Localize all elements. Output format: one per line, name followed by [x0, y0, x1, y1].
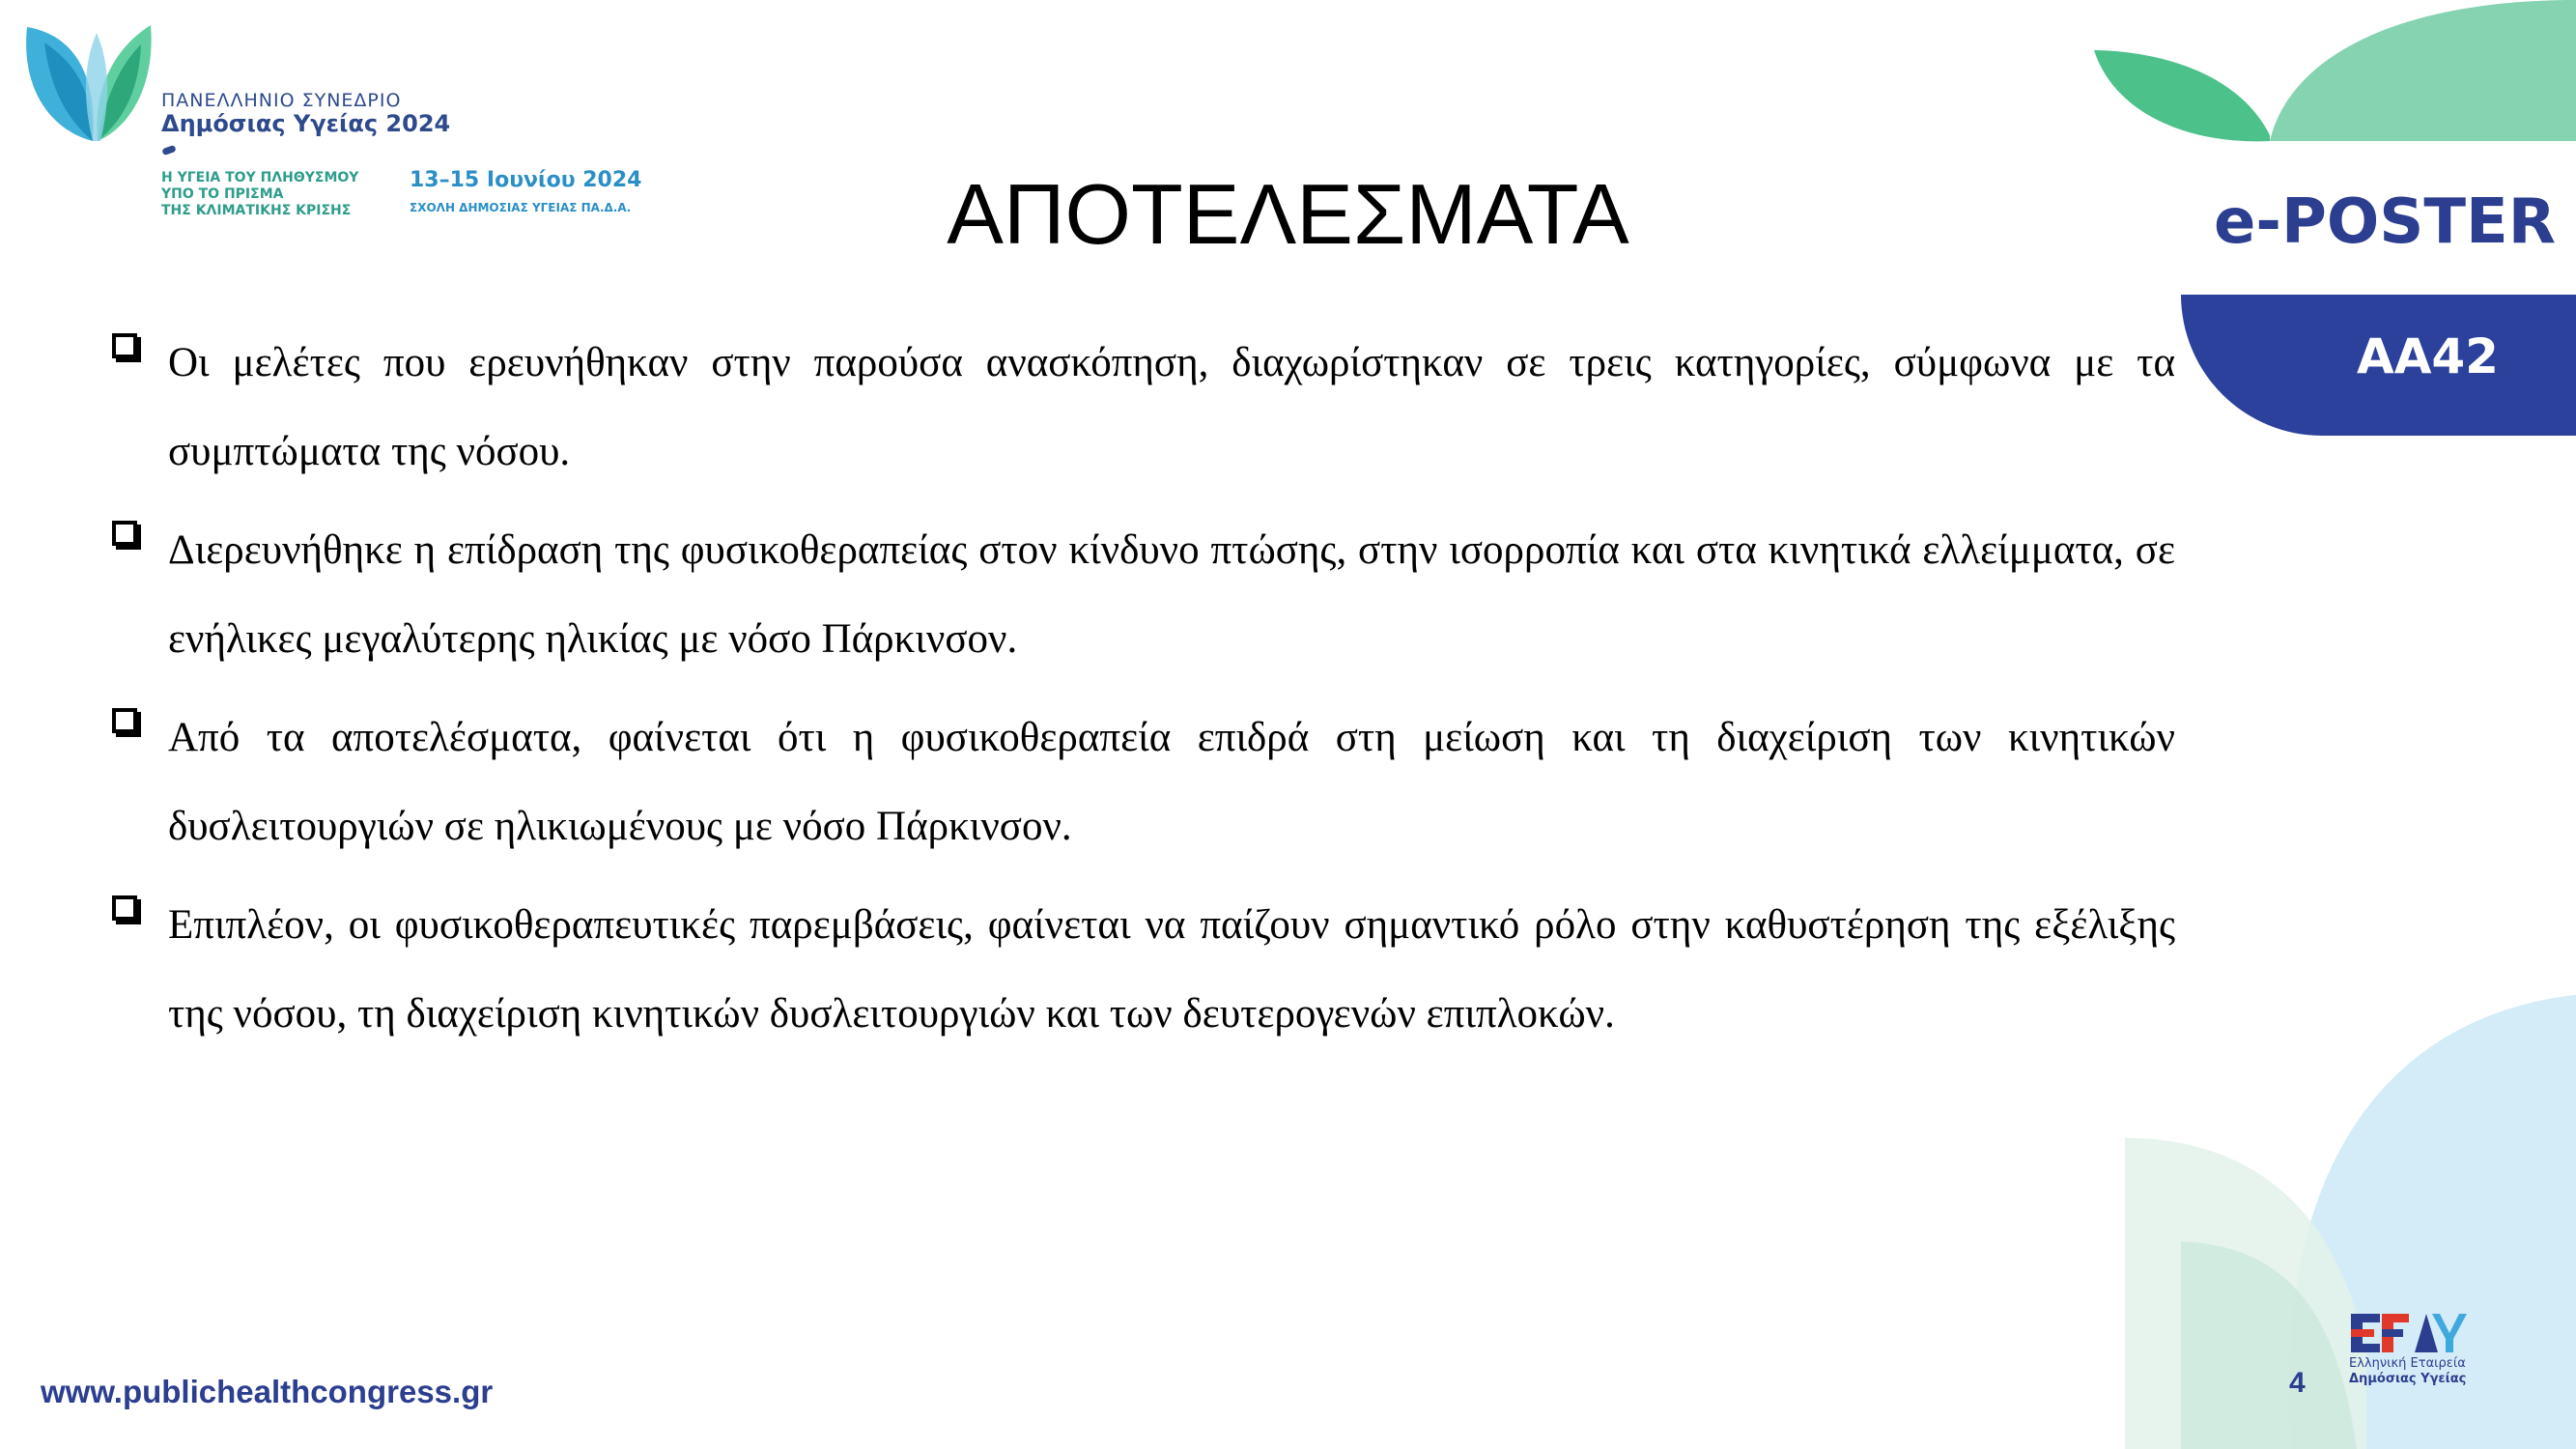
website-link[interactable]: www.publichealthcongress.gr: [41, 1374, 494, 1409]
page-title: ΑΠΟΤΕΛΕΣΜΑΤΑ: [947, 166, 1629, 262]
top-right-light-leaf: [2270, 0, 2576, 141]
page-number: 4: [2289, 1367, 2306, 1399]
bullet-text: Από τα αποτελέσματα, φαίνεται ότι η φυσικοθεραπεία επιδρά στη μείωση και τη διαχείριση των κινητικών δυσλειτουργιών σε ηλικιωμένους με νόσο Πάρκινσον.: [168, 715, 2175, 849]
list-item: [112, 319, 2175, 497]
top-right-green-leaf: [2094, 50, 2270, 141]
list-item: [112, 694, 2175, 871]
conference-venue: ΣΧΟΛΗ ΔΗΜΟΣΙΑΣ ΥΓΕΙΑΣ ΠΑ.Δ.Α.: [410, 201, 632, 214]
society-name-line2: Δημόσιας Υγείας: [2349, 1372, 2467, 1386]
theme-line: ΥΠΟ ΤΟ ΠΡΙΣΜΑ: [161, 186, 284, 202]
checkbox-bullet-icon: [112, 895, 137, 921]
conference-name: Δημόσιας Υγείας 2024: [161, 110, 451, 137]
bullet-text: Επιπλέον, οι φυσικοθεραπευτικές παρεμβάσεις, φαίνεται να παίζουν σημαντικό ρόλο στην καθυστέρηση της εξέλιξης της νόσου, τη διαχείριση κινητικών δυσλειτουργιών και των δευτερογενών επιπλοκών.: [168, 902, 2175, 1037]
eposter-label: e-POSTER: [2214, 186, 2557, 258]
bullet-text: Διερευνήθηκε η επίδραση της φυσικοθεραπείας στον κίνδυνο πτώσης, στην ισορροπία και στα κινητικά ελλείμματα, σε ενήλικες μεγαλύτερης ηλικίας με νόσο Πάρκινσον.: [168, 527, 2175, 662]
theme-line: ΤΗΣ ΚΛΙΜΑΤΙΚΗΣ ΚΡΙΣΗΣ: [161, 203, 352, 218]
society-name-line1: Ελληνική Εταιρεία: [2349, 1356, 2466, 1371]
checkbox-bullet-icon: [112, 333, 137, 358]
conference-subtitle: ΠΑΝΕΛΛΗΝΙΟ ΣΥΝΕΔΡΙΟ: [161, 90, 402, 111]
theme-line: Η ΥΓΕΙΑ ΤΟΥ ΠΛΗΘΥΣΜΟΥ: [161, 170, 359, 185]
bullet-text: Οι μελέτες που ερευνήθηκαν στην παρούσα ανασκόπηση, διαχωρίστηκαν σε τρεις κατηγορίες, σύμφωνα με τα συμπτώματα της νόσου.: [168, 340, 2175, 474]
list-item: [112, 881, 2175, 1059]
checkbox-bullet-icon: [112, 521, 137, 546]
poster-code: ΑΑ42: [2357, 328, 2499, 384]
conference-dates: 13–15 Ιουνίου 2024: [410, 168, 642, 192]
results-list: [112, 342, 2175, 1092]
checkbox-bullet-icon: [112, 708, 137, 733]
list-item: [112, 506, 2175, 684]
